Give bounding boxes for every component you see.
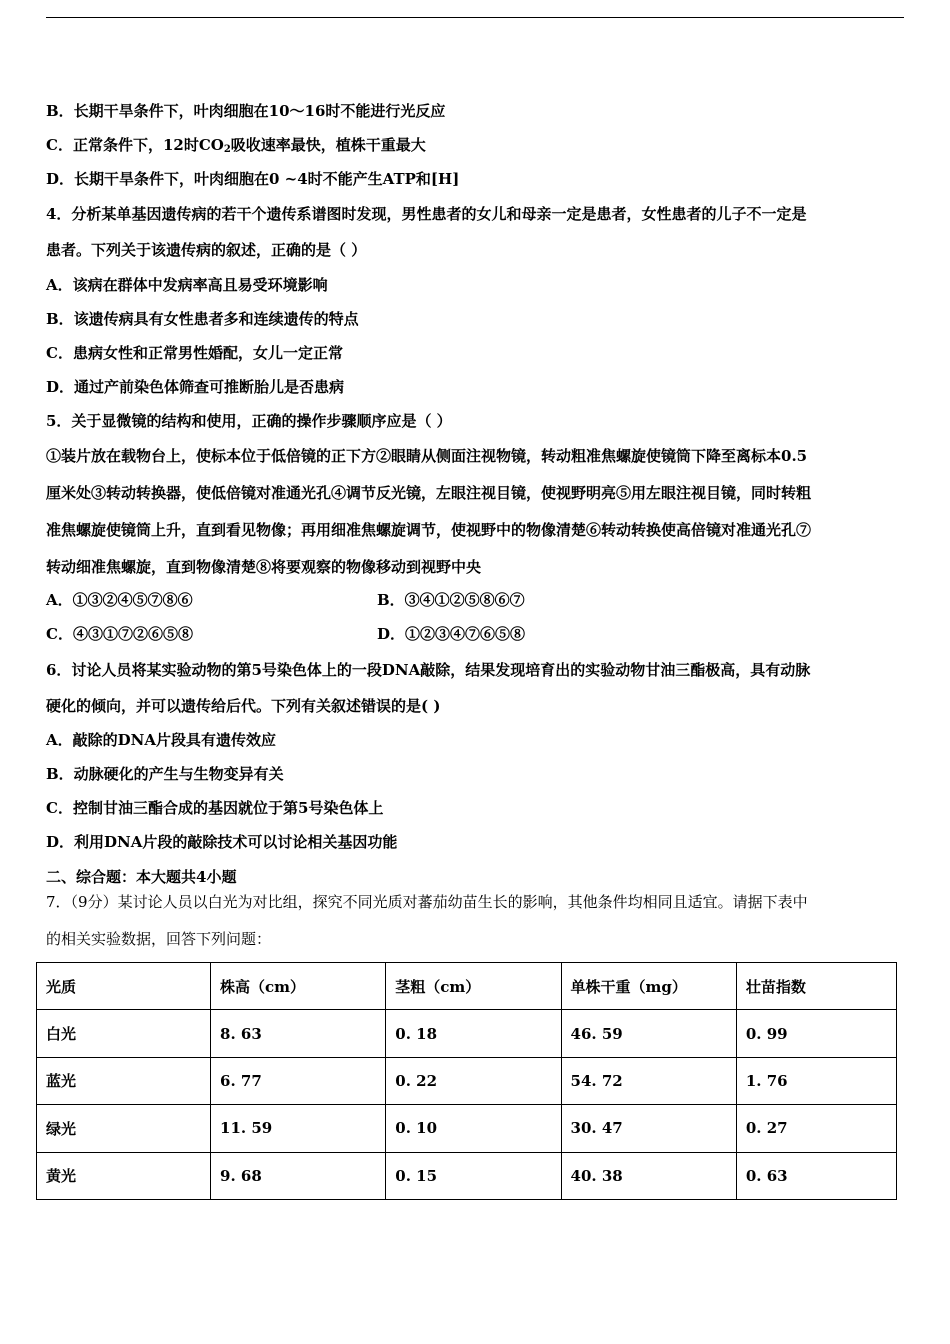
- q5-option-b: B．③④①②⑤⑧⑥⑦: [377, 591, 525, 609]
- table-cell: 0. 22: [386, 1057, 561, 1104]
- table-cell: 1. 76: [736, 1057, 896, 1104]
- table-header-cell: 壮苗指数: [736, 963, 896, 1010]
- q3-option-c-subscript: 2: [223, 144, 231, 155]
- q4-option-b: B．该遗传病具有女性患者多和连续遗传的特点: [46, 310, 359, 328]
- q4-stem-line2: 患者。下列关于该遗传病的叙述，正确的是（ ）: [46, 241, 367, 259]
- table-cell: 0. 27: [736, 1105, 896, 1152]
- q6-stem-line1: 6．讨论人员将某实验动物的第5号染色体上的一段DNA敲除，结果发现培育出的实验动物甘油三酯极高，具有动脉: [46, 661, 811, 679]
- table-header-cell: 茎粗（cm）: [386, 963, 561, 1010]
- table-cell: 0. 15: [386, 1152, 561, 1199]
- q6-stem-line2: 硬化的倾向，并可以遗传给后代。下列有关叙述错误的是( ): [46, 697, 441, 715]
- q7-stem-line2: 的相关实验数据，回答下列问题：: [46, 930, 272, 948]
- table-cell: 30. 47: [561, 1105, 736, 1152]
- q5-option-a: A．①③②④⑤⑦⑧⑥: [46, 591, 193, 609]
- q5-body-line2: 厘米处③转动转换器，使低倍镜对准通光孔④调节反光镜，左眼注视目镜，使视野明亮⑤用左眼注视目镜，同时转粗: [46, 484, 812, 502]
- header-rule: [46, 17, 904, 18]
- table-cell: 白光: [37, 1010, 211, 1057]
- q6-option-c: C．控制甘油三酯合成的基因就位于第5号染色体上: [46, 799, 384, 817]
- q7-stem-line1: 7．（9分）某讨论人员以白光为对比组，探究不同光质对蕃茄幼苗生长的影响，其他条件均相同且适宜。请据下表中: [46, 893, 808, 911]
- table-cell: 54. 72: [561, 1057, 736, 1104]
- table-cell: 黄光: [37, 1152, 211, 1199]
- q6-option-b: B．动脉硬化的产生与生物变异有关: [46, 765, 284, 783]
- table-cell: 0. 18: [386, 1010, 561, 1057]
- q6-option-a: A．敲除的DNA片段具有遗传效应: [46, 731, 276, 749]
- table-cell: 0. 10: [386, 1105, 561, 1152]
- q6-option-d: D．利用DNA片段的敲除技术可以讨论相关基因功能: [46, 833, 398, 851]
- table-cell: 0. 99: [736, 1010, 896, 1057]
- table-cell: 6. 77: [211, 1057, 386, 1104]
- section-heading: 二、综合题：本大题共4小题: [46, 868, 237, 886]
- q5-option-c: C．④③①⑦②⑥⑤⑧: [46, 625, 193, 643]
- table-header-cell: 光质: [37, 963, 211, 1010]
- table-header-cell: 株高（cm）: [211, 963, 386, 1010]
- q4-option-c: C．患病女性和正常男性婚配，女儿一定正常: [46, 344, 343, 362]
- q3-option-c-post: 吸收速率最快，植株干重最大: [230, 136, 426, 154]
- light-quality-table: [36, 962, 897, 1200]
- q4-stem-line1: 4．分析某单基因遗传病的若干个遗传系谱图时发现，男性患者的女儿和母亲一定是患者，女性患者的儿子不一定是: [46, 205, 807, 223]
- q5-body-line3: 准焦螺旋使镜筒上升，直到看见物像；再用细准焦螺旋调节，使视野中的物像清楚⑥转动转换使高倍镜对准通光孔⑦: [46, 521, 812, 539]
- table-cell: 46. 59: [561, 1010, 736, 1057]
- table-header-row: [37, 963, 897, 1010]
- table-cell: 绿光: [37, 1105, 211, 1152]
- table-row: [37, 1057, 897, 1104]
- q3-option-c-pre: C．正常条件下，12时CO: [46, 136, 224, 154]
- table-row: [37, 1152, 897, 1199]
- table-cell: 40. 38: [561, 1152, 736, 1199]
- q4-option-a: A．该病在群体中发病率高且易受环境影响: [46, 276, 328, 294]
- table-row: [37, 1010, 897, 1057]
- table-cell: 11. 59: [211, 1105, 386, 1152]
- q3-option-b: B．长期干旱条件下，叶肉细胞在10～16时不能进行光反应: [46, 102, 446, 120]
- table-cell: 蓝光: [37, 1057, 211, 1104]
- table-cell: 8. 63: [211, 1010, 386, 1057]
- q4-option-d: D．通过产前染色体筛查可推断胎儿是否患病: [46, 378, 345, 396]
- q3-option-c: [46, 135, 426, 155]
- table-cell: 9. 68: [211, 1152, 386, 1199]
- table-header-cell: 单株干重（mg）: [561, 963, 736, 1010]
- table-cell: 0. 63: [736, 1152, 896, 1199]
- q5-option-d: D．①②③④⑦⑥⑤⑧: [377, 625, 526, 643]
- q3-option-d: D．长期干旱条件下，叶肉细胞在0 ~4时不能产生ATP和[H]: [46, 170, 460, 188]
- q5-body-line1: ①装片放在载物台上，使标本位于低倍镜的正下方②眼睛从侧面注视物镜，转动粗准焦螺旋使镜筒下降至离标本0.5: [46, 447, 808, 465]
- q5-body-line4: 转动细准焦螺旋，直到物像清楚⑧将要观察的物像移动到视野中央: [46, 558, 482, 576]
- table-row: [37, 1105, 897, 1152]
- q5-stem: 5．关于显微镜的结构和使用，正确的操作步骤顺序应是（ ）: [46, 412, 452, 430]
